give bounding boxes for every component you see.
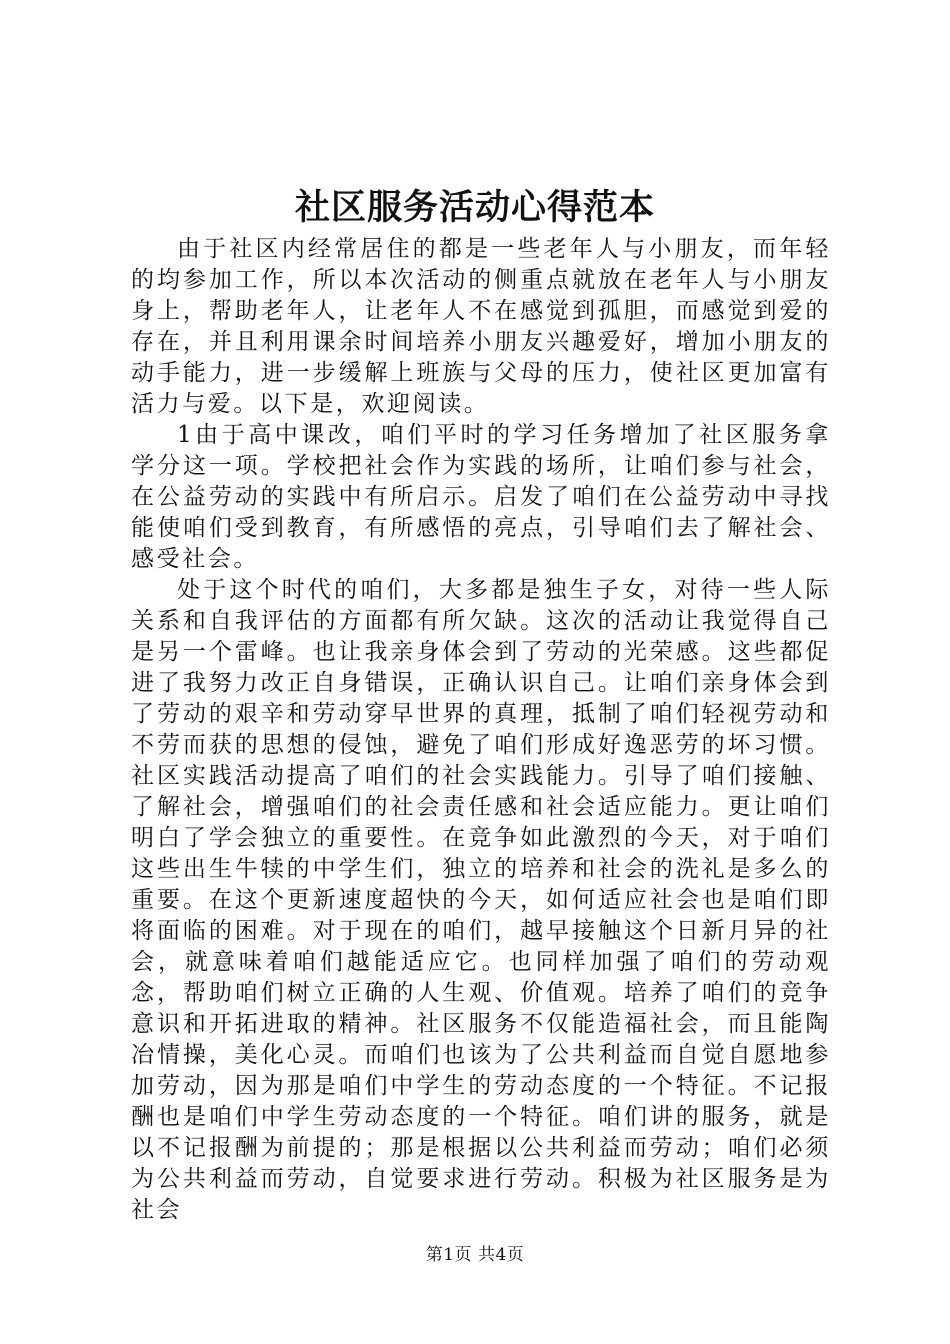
document-body [131, 234, 831, 1226]
paragraph-1: 1由于高中课改，咱们平时的学习任务增加了社区服务拿学分这一项。学校把社会作为实践的场所，让咱们参与社会，在公益劳动的实践中有所启示。启发了咱们在公益劳动中寻找能使咱们受到教育，有所感悟的亮点，引导咱们去了解社会、感受社会。 [131, 422, 831, 572]
paragraph-2: 处于这个时代的咱们，大多都是独生子女，对待一些人际关系和自我评估的方面都有所欠缺。这次的活动让我觉得自己是另一个雷峰。也让我亲身体会到了劳动的光荣感。这些都促进了我努力改正自身错误，正确认识自己。让咱们亲身体会到了劳动的艰辛和劳动穿早世界的真理，抵制了咱们轻视劳动和不劳而获的思想的侵蚀，避免了咱们形成好逸恶劳的坏习惯。社区实践活动提高了咱们的社会实践能力。引导了咱们接触、了解社会，增强咱们的社会责任感和社会适应能力。更让咱们明白了学会独立的重要性。在竞争如此激烈的今天，对于咱们这些出生牛犊的中学生们，独立的培养和社会的洗礼是多么的重要。在这个更新速度超快的今天，如何适应社会也是咱们即将面临的困难。对于现在的咱们，越早接触这个日新月异的社会，就意味着咱们越能适应它。也同样加强了咱们的劳动观念，帮助咱们树立正确的人生观、价值观。培养了咱们的竞争意识和开拓进取的精神。社区服务不仅能造福社会，而且能陶冶情操，美化心灵。而咱们也该为了公共利益而自觉自愿地参加劳动，因为那是咱们中学生的劳动态度的一个特征。不记报酬也是咱们中学生劳动态度的一个特征。咱们讲的服务，就是以不记报酬为前提的；那是根据以公共利益而劳动；咱们必须为公共利益而劳动，自觉要求进行劳动。积极为社区服务是为社会 [131, 577, 831, 1223]
document-title: 社区服务活动心得范本 [294, 187, 655, 228]
paragraph-intro: 由于社区内经常居住的都是一些老年人与小朋友，而年轻的均参加工作，所以本次活动的侧重点就放在老年人与小朋友身上，帮助老年人，让老年人不在感觉到孤胆，而感觉到爱的存在，并且利用课余时间培养小朋友兴趣爱好，增加小朋友的动手能力，进一步缓解上班族与父母的压力，使社区更加富有活力与爱。以下是，欢迎阅读。 [131, 236, 831, 417]
page-footer: 第1页 共4页 [425, 1245, 525, 1265]
